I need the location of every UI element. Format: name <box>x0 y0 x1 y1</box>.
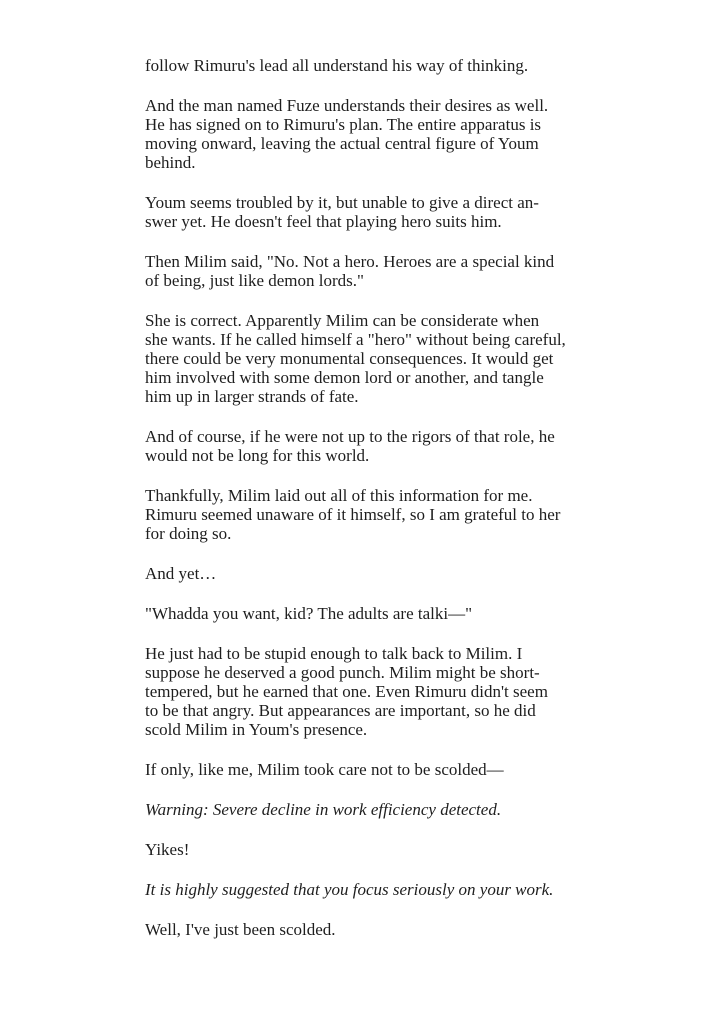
text-line: Thankfully, Milim laid out all of this information for me. <box>145 486 533 505</box>
paragraph <box>145 564 597 583</box>
text-line: If only, like me, Milim took care not to be scolded— <box>145 760 504 779</box>
text-line: Warning: Severe decline in work efficiency detected. <box>145 800 502 819</box>
text-line: Well, I've just been scolded. <box>145 920 336 939</box>
text-line: Youm seems troubled by it, but unable to give a direct an- <box>145 193 539 212</box>
text-line: He has signed on to Rimuru's plan. The entire apparatus is <box>145 115 542 134</box>
text-line: It is highly suggested that you focus seriously on your work. <box>145 880 554 899</box>
text-line: He just had to be stupid enough to talk back to Milim. I <box>145 644 523 663</box>
text-line: follow Rimuru's lead all understand his way of thinking. <box>145 56 529 75</box>
text-line: to be that angry. But appearances are important, so he did <box>145 701 536 720</box>
text-line: tempered, but he earned that one. Even Rimuru didn't seem <box>145 682 548 701</box>
paragraph <box>145 604 597 623</box>
paragraph <box>145 311 597 406</box>
text-line: scold Milim in Youm's presence. <box>145 720 368 739</box>
text-line: she wants. If he called himself a "hero" without being careful, <box>145 330 566 349</box>
paragraph <box>145 427 597 465</box>
paragraph <box>145 56 597 75</box>
text-line: She is correct. Apparently Milim can be considerate when <box>145 311 540 330</box>
text-line: moving onward, leaving the actual central figure of Youm <box>145 134 539 153</box>
text-line: Yikes! <box>145 840 190 859</box>
text-line: for doing so. <box>145 524 232 543</box>
text-line: him involved with some demon lord or another, and tangle <box>145 368 544 387</box>
paragraph <box>145 96 597 172</box>
text-line: there could be very monumental consequences. It would get <box>145 349 554 368</box>
paragraph <box>145 760 597 779</box>
text-line: And yet… <box>145 564 217 583</box>
text-line: him up in larger strands of fate. <box>145 387 359 406</box>
text-line: Rimuru seemed unaware of it himself, so I am grateful to her <box>145 505 561 524</box>
text-line: would not be long for this world. <box>145 446 370 465</box>
paragraph <box>145 920 597 939</box>
paragraph <box>145 840 597 859</box>
paragraph-italic <box>145 880 597 899</box>
page-text <box>145 56 597 939</box>
text-line: Then Milim said, "No. Not a hero. Heroes are a special kind <box>145 252 555 271</box>
text-line: suppose he deserved a good punch. Milim might be short- <box>145 663 540 682</box>
paragraph <box>145 644 597 739</box>
text-line: "Whadda you want, kid? The adults are talki—" <box>145 604 473 623</box>
text-line: swer yet. He doesn't feel that playing hero suits him. <box>145 212 502 231</box>
text-line: of being, just like demon lords." <box>145 271 364 290</box>
paragraph-italic <box>145 800 597 819</box>
text-line: And of course, if he were not up to the rigors of that role, he <box>145 427 555 446</box>
paragraph <box>145 252 597 290</box>
paragraph <box>145 486 597 543</box>
text-line: behind. <box>145 153 196 172</box>
paragraph <box>145 193 597 231</box>
text-line: And the man named Fuze understands their desires as well. <box>145 96 549 115</box>
